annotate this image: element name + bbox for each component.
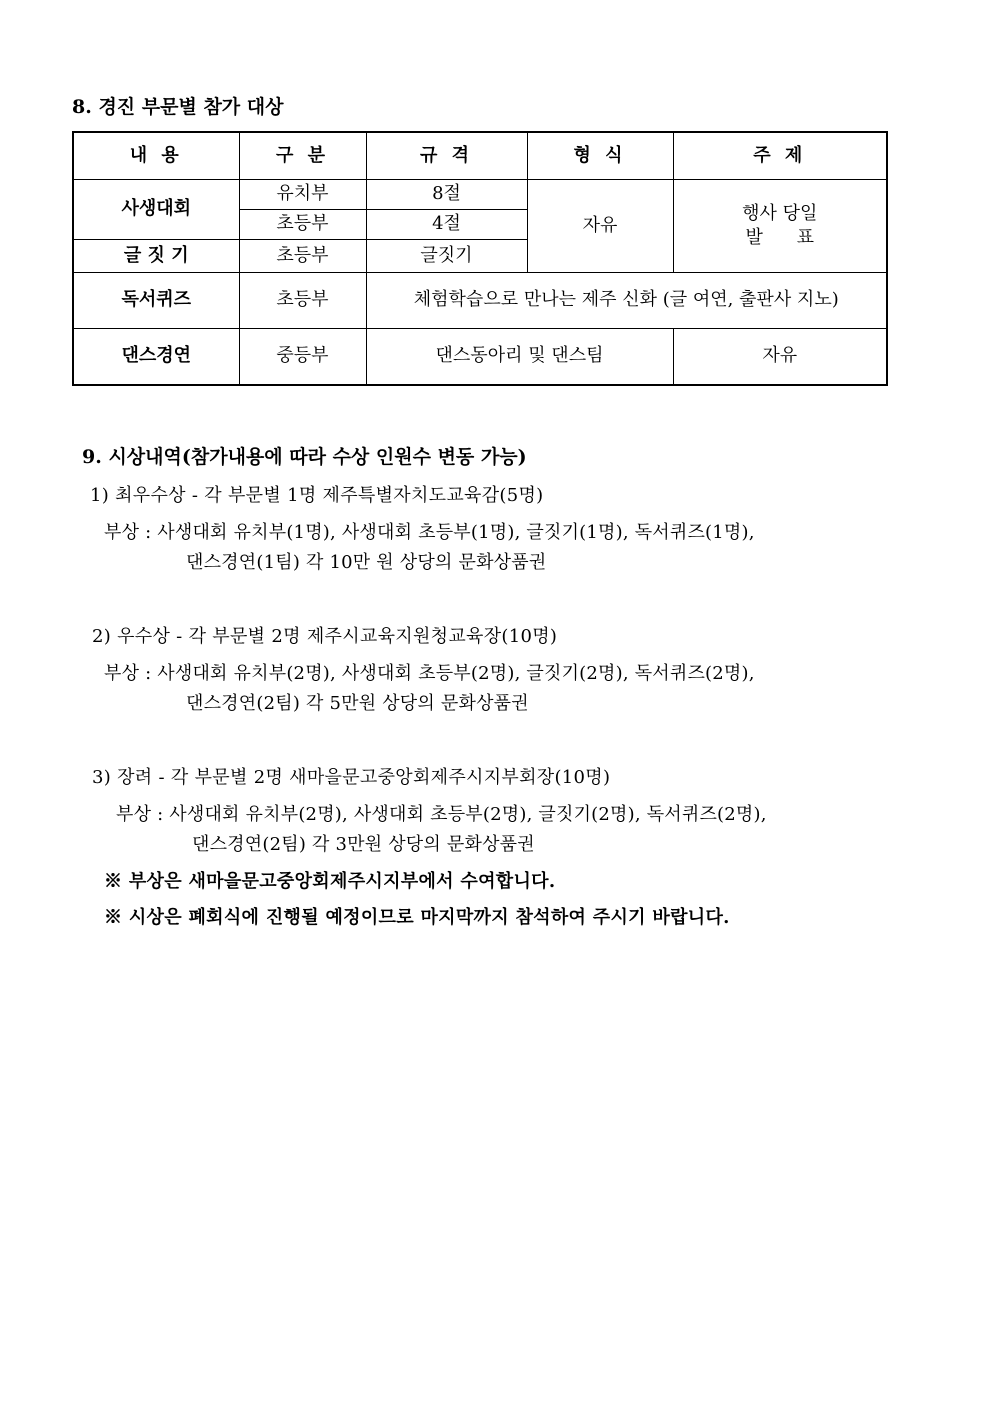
prize-3-head: 3) 장려 - 각 부문별 2명 새마을문고중앙회제주시지부회장(10명) bbox=[92, 767, 611, 788]
prize-3-detail-line-2: 댄스경연(2팀) 각 3만원 상당의 문화상품권 bbox=[192, 834, 535, 855]
header-format: 형 식 bbox=[527, 132, 673, 180]
header-division: 구 분 bbox=[239, 132, 366, 180]
category-geuljitgi: 글 짓 기 bbox=[73, 240, 239, 273]
prize-1-detail-line-2: 댄스경연(1팀) 각 10만 원 상당의 문화상품권 bbox=[186, 552, 547, 573]
prize-3-detail-line-1: 부상 : 사생대회 유치부(2명), 사생대회 초등부(2명), 글짓기(2명), 독서퀴즈(2명), bbox=[116, 804, 767, 825]
category-saesaeng: 사생대회 bbox=[73, 180, 239, 240]
division-elem: 초등부 bbox=[239, 210, 366, 240]
division-dance: 중등부 bbox=[239, 329, 366, 386]
spec-geuljitgi: 글짓기 bbox=[366, 240, 527, 273]
table-row bbox=[73, 273, 887, 329]
theme-cell bbox=[673, 180, 887, 273]
theme-line-1: 행사 당일 bbox=[742, 202, 818, 224]
participation-table bbox=[72, 131, 888, 386]
category-dance: 댄스경연 bbox=[73, 329, 239, 386]
division-kinder: 유치부 bbox=[239, 180, 366, 210]
division-geuljitgi: 초등부 bbox=[239, 240, 366, 273]
table-row bbox=[73, 329, 887, 386]
prize-1-head: 1) 최우수상 - 각 부문별 1명 제주특별자치도교육감(5명) bbox=[90, 485, 544, 506]
spec-kinder: 8절 bbox=[366, 180, 527, 210]
category-quiz: 독서퀴즈 bbox=[73, 273, 239, 329]
table-row bbox=[73, 180, 887, 210]
theme-dance: 자유 bbox=[673, 329, 887, 386]
notice-prize-giver: ※ 부상은 새마을문고중앙회제주시지부에서 수여합니다. bbox=[104, 871, 556, 892]
spec-elem: 4절 bbox=[366, 210, 527, 240]
theme-line-2: 발 표 bbox=[745, 227, 814, 248]
prize-1-detail-line-1: 부상 : 사생대회 유치부(1명), 사생대회 초등부(1명), 글짓기(1명), 독서퀴즈(1명), bbox=[104, 522, 755, 543]
section-8-title: 8. 경진 부문별 참가 대상 bbox=[72, 96, 284, 118]
prize-2-detail-line-1: 부상 : 사생대회 유치부(2명), 사생대회 초등부(2명), 글짓기(2명), 독서퀴즈(2명), bbox=[104, 663, 755, 684]
header-spec: 규 격 bbox=[366, 132, 527, 180]
spec-dance: 댄스동아리 및 댄스팀 bbox=[366, 329, 673, 386]
table-header-row bbox=[73, 132, 887, 180]
header-content: 내 용 bbox=[73, 132, 239, 180]
prize-2-head: 2) 우수상 - 각 부문별 2명 제주시교육지원청교육장(10명) bbox=[92, 626, 558, 647]
prize-2-detail-line-2: 댄스경연(2팀) 각 5만원 상당의 문화상품권 bbox=[186, 693, 529, 714]
section-9-title: 9. 시상내역(참가내용에 따라 수상 인원수 변동 가능) bbox=[82, 446, 527, 468]
spec-quiz: 체험학습으로 만나는 제주 신화 (글 여연, 출판사 지노) bbox=[366, 273, 887, 329]
format-free: 자유 bbox=[527, 180, 673, 273]
notice-ceremony: ※ 시상은 폐회식에 진행될 예정이므로 마지막까지 참석하여 주시기 바랍니다. bbox=[104, 907, 730, 928]
division-quiz: 초등부 bbox=[239, 273, 366, 329]
header-theme: 주 제 bbox=[673, 132, 887, 180]
